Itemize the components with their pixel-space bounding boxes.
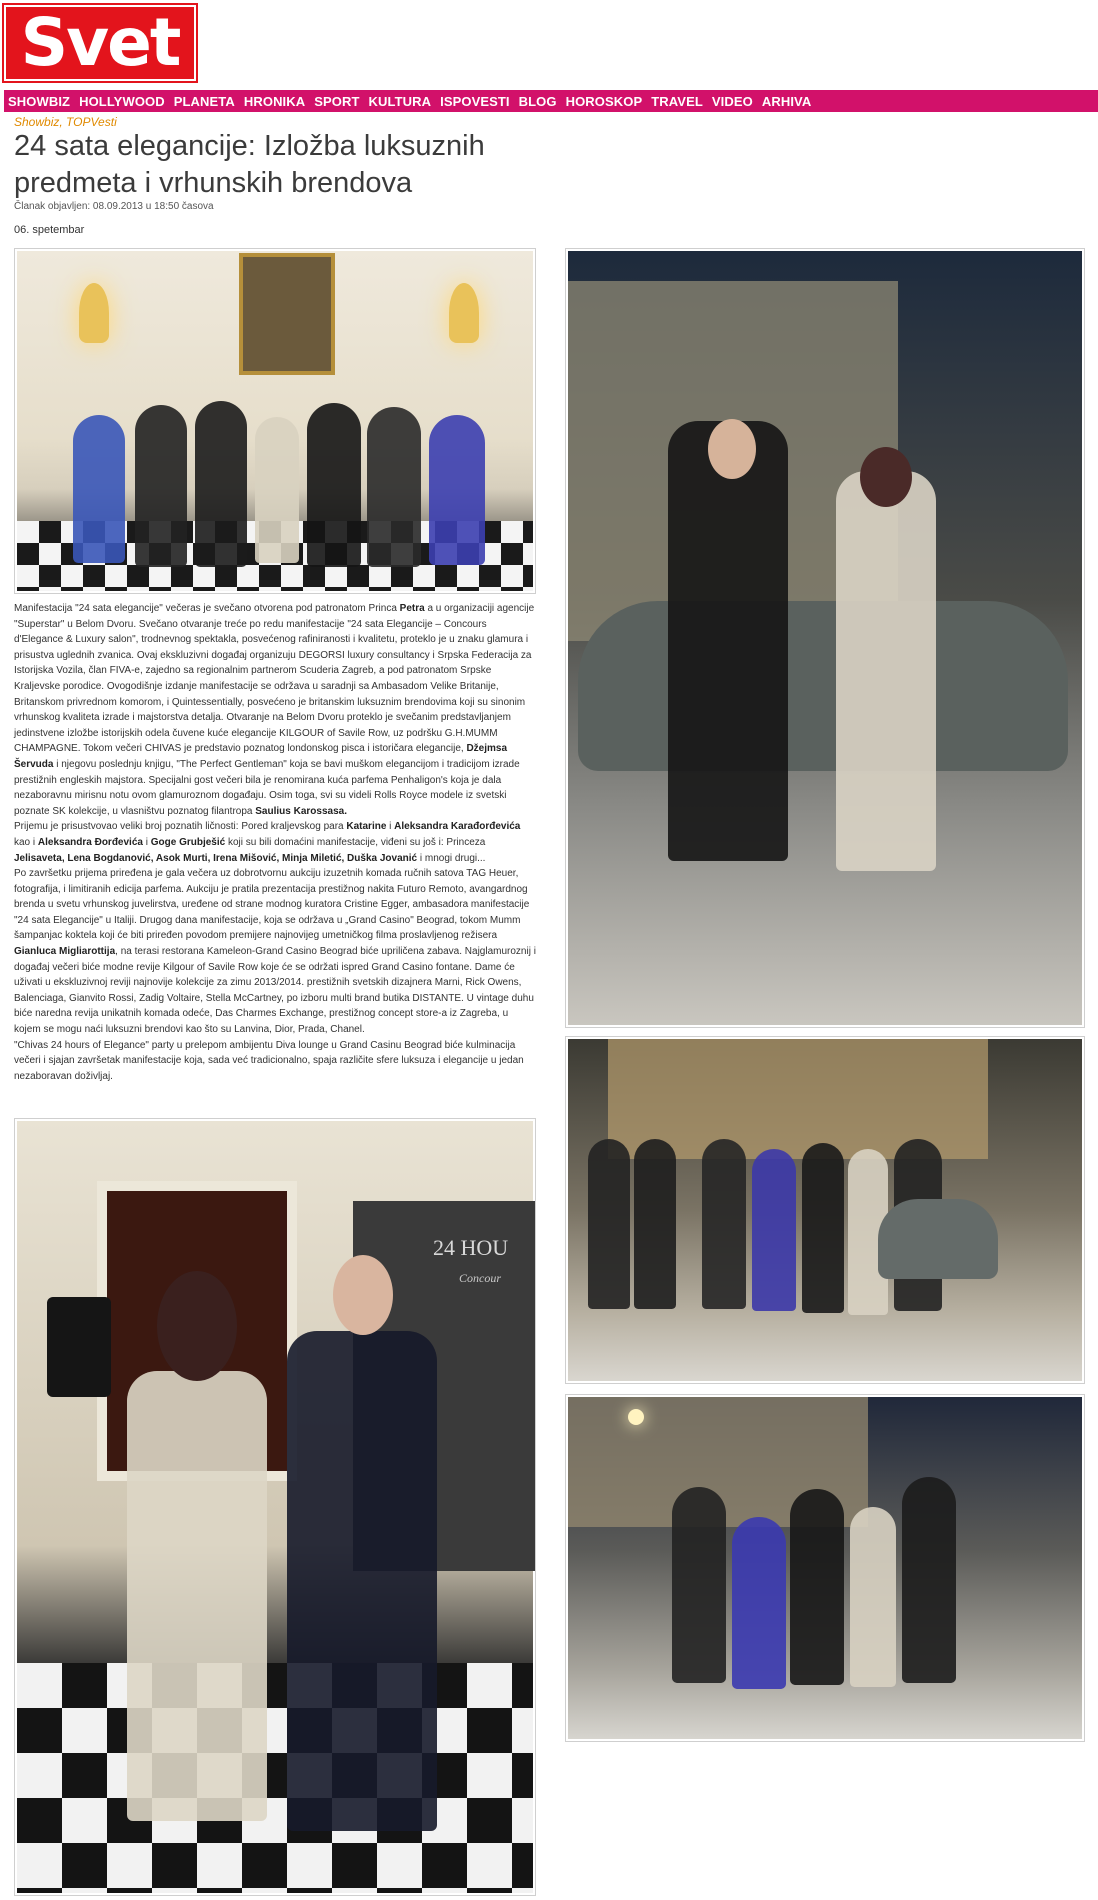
- text-run: "Chivas 24 hours of Elegance" party u prelepom ambijentu Diva lounge u Grand Casinu Beograd biće kulminacija večeri i sjajan završetak manifestacije koja, sada već tradicionalno, spaja različite sfere luksuza i elegancije u jedan nezaboravan doživljaj.: [14, 1039, 524, 1082]
- category-separator: ,: [59, 115, 63, 129]
- person-figure: [802, 1143, 844, 1313]
- person-figure: [850, 1507, 896, 1687]
- person-figure: [255, 417, 299, 563]
- bold-name: Saulius Karossasa.: [255, 805, 347, 817]
- person-figure: [672, 1487, 726, 1683]
- wall-lamp-left: [79, 283, 109, 343]
- banner-text: 24 HOU: [433, 1235, 509, 1260]
- person-hair: [860, 447, 912, 507]
- bold-name: Jelisaveta, Lena Bogdanović, Asok Murti, Irena Mišović, Minja Miletić, Duška Jovanić: [14, 852, 418, 864]
- logo-text: Svet: [20, 4, 180, 81]
- text-run: Prijemu je prisustvovao veliki broj poznatih ličnosti: Pored kraljevskog para: [14, 821, 347, 833]
- article-body: [14, 601, 536, 1084]
- person-figure: [790, 1489, 844, 1685]
- person-figure: [634, 1139, 676, 1309]
- bold-name: Aleksandra Đorđevića: [37, 836, 143, 848]
- person-face: [333, 1255, 393, 1335]
- person-figure: [307, 403, 361, 567]
- text-run: a u organizaciji agencije "Superstar" u Belom Dvoru. Svečano otvaranje treće po redu manifestacije "24 sata Elegancije – Concours d'Elegance & Luxury salon", trodnevnog spektakla, posvećenog rafiniranosti i kvalitetu, proteklo je u znaku glamura i prisustva uglednih zvanica. Ovaj ekskluzivni događaj organizuju DEGORSI luxury consultancy i Srpska Federacija za Istorijska Vozila, član FIVA-e, zajedno sa regionalnim partnerom Scuderia Zagreb, a pod patronatom Srpske Kraljevske porodice. Ovogodišnje izdanje manifestacije se održava u saradnji sa Ambasadom Velike Britanije, Britanskom privrednom komorom, i Quintessentially, posvećeno je britanskim luksuznim brendovima koji su sinonim vrhunskog kvaliteta izrade i majstorstva detalja. Otvaranje na Belom Dvoru proteklo je svečanim predstavljanjem jedinstvene izložbe istorijskih odela čuvene kuće elegancije KILGOUR of Savile Row, uz podršku G.H.MUMM CHAMPAGNE. Tokom večeri CHIVAS je predstavio poznatog londonskog pisca i istoričara elegancije,: [14, 603, 535, 755]
- text-run: Po završetku prijema priređena je gala večera uz dobrotvornu aukciju izuzetnih komada ručnih satova TAG Heuer, fotografija, i limitiranih edicija parfema. Aukciju je pratila prezentacija prestižnog nakita Futuro Remoto, avangardnog brenda u svetu vrhunskog juvelirstva, uređene od strane modnog kuratora Cristine Egger, ambasadora manifestacije "24 sata Elegancije" u Italiji. Drugog dana manifestacije, koja se održava u „Grand Casino" Beograd, tokom Mumm šampanjac koktela koji će biti priređen povodom premijere najnovijeg umetničkog filma proslavljenog režisera: [14, 868, 530, 942]
- text-run: , na terasi restorana Kameleon-Grand Casino Beograd biće upriličena zabava. Najglamuroznij i događaj večeri biće modne revije Kilgour of Savile Row koje će se održati ispred Grand Casino fontane. Dame će uživati u ekskluzivnoj reviji najnovije kolekcije za zimu 2013/2014. prestižnih svetskih dizajnera Marni, Rick Owens, Balenciaga, Gianvito Rossi, Zadig Voltaire, Stella McCartney, po izboru multi brand butika DISTANTE. U vintage duhu biće naredna revija unikatnih komada odeće, Das Charmes Exchange, prestižnog concept store-a iz Zagreba, u kojem se mogu naći luksuzni brendovi kao što su Lanvina, Dior, Prada, Chanel.: [14, 946, 536, 1036]
- category-link-topvesti[interactable]: TOPVesti: [66, 115, 117, 129]
- main-nav: [4, 90, 1098, 112]
- nav-item-horoskop[interactable]: HOROSKOP: [565, 93, 643, 109]
- article-photo-group-night[interactable]: [565, 1036, 1085, 1384]
- lamp-light: [628, 1409, 644, 1425]
- photo-image: [568, 1397, 1082, 1739]
- photo-image: [568, 1039, 1082, 1381]
- nav-item-hronika[interactable]: HRONIKA: [243, 93, 306, 109]
- published-date: Članak objavljen: 08.09.2013 u 18:50 časova: [14, 201, 214, 212]
- person-figure-man: [287, 1331, 437, 1831]
- article-paragraph: [14, 601, 536, 819]
- article-paragraph: [14, 819, 536, 866]
- person-figure: [902, 1477, 956, 1683]
- checkered-floor: [17, 1663, 533, 1893]
- text-run: kao i: [14, 836, 38, 848]
- nav-item-kultura[interactable]: KULTURA: [368, 93, 432, 109]
- bold-name: Goge Grubješić: [150, 836, 226, 848]
- person-figure: [429, 415, 485, 565]
- person-figure: [367, 407, 421, 567]
- person-face: [708, 419, 756, 479]
- photo-image: [17, 251, 533, 591]
- bold-name: Petra: [399, 603, 425, 614]
- site-logo[interactable]: [4, 5, 196, 81]
- bold-name: Gianluca Migliarottija: [14, 946, 116, 958]
- speaker: [47, 1297, 111, 1397]
- vintage-car: [878, 1199, 998, 1279]
- nav-item-showbiz[interactable]: SHOWBIZ: [8, 93, 71, 109]
- photo-image: [17, 1121, 533, 1893]
- bold-name: Katarine: [346, 821, 387, 833]
- person-figure: [195, 401, 247, 567]
- photo-image: [568, 251, 1082, 1025]
- article-photo-group-interior[interactable]: [14, 248, 536, 594]
- person-figure: [752, 1149, 796, 1311]
- article-photo-couple-interior[interactable]: [14, 1118, 536, 1896]
- person-figure: [135, 405, 187, 567]
- person-figure: [732, 1517, 786, 1689]
- bold-name: Aleksandra Karađorđevića: [394, 821, 521, 833]
- text-run: i mnogi drugi...: [417, 852, 486, 864]
- text-run: i njegovu poslednju knjigu, "The Perfect Gentleman" koja se bavi muškom elegancijom i tradicijom izrade prestižnih engleskih majstora. Specijalni gost večeri bila je renomirana kuća parfema Penhaligon's koja je dala nezaboravnu mirisnu notu ovom glamuroznom događaju. Osim toga, svi su videli Rolls Royce modele iz svetski poznate SK kolekcije, u vlasništvu poznatog filantropa: [14, 758, 520, 817]
- person-hair: [157, 1271, 237, 1381]
- person-figure-woman: [836, 471, 936, 871]
- nav-item-arhiva[interactable]: ARHIVA: [761, 93, 812, 109]
- nav-item-video[interactable]: VIDEO: [711, 93, 753, 109]
- vintage-car: [578, 601, 1068, 771]
- article-photo-couple-car[interactable]: [565, 248, 1085, 1028]
- article-photo-group-terrace[interactable]: [565, 1394, 1085, 1742]
- article-categories: [14, 115, 117, 129]
- article-title: 24 sata elegancije: Izložba luksuznih predmeta i vrhunskih brendova: [14, 130, 485, 199]
- bold-name: Džejmsa Šervuda: [14, 743, 508, 770]
- person-figure-man: [668, 421, 788, 861]
- text-run: koji su bili domaćini manifestacije, viđeni su još i: Princeza: [225, 836, 486, 848]
- nav-item-ispovesti[interactable]: ISPOVESTI: [440, 93, 510, 109]
- article-paragraph: [14, 866, 536, 1038]
- nav-item-blog[interactable]: BLOG: [518, 93, 557, 109]
- text-run: Manifestacija "24 sata elegancije" večeras je svečano otvorena pod patronatom Princa: [14, 603, 400, 614]
- text-run: i: [142, 836, 151, 848]
- nav-item-travel[interactable]: TRAVEL: [651, 93, 703, 109]
- category-link-showbiz[interactable]: Showbiz: [14, 115, 60, 129]
- text-run: i: [386, 821, 395, 833]
- person-figure-woman: [127, 1371, 267, 1821]
- nav-item-hollywood[interactable]: HOLLYWOOD: [79, 93, 165, 109]
- person-figure: [702, 1139, 746, 1309]
- article-dateline: 06. spetembar: [14, 224, 85, 236]
- person-figure: [588, 1139, 630, 1309]
- wall-lamp-right: [449, 283, 479, 343]
- person-figure: [73, 415, 125, 563]
- nav-item-planeta[interactable]: PLANETA: [173, 93, 235, 109]
- painting: [239, 253, 335, 375]
- banner-subtext: Concour: [459, 1271, 501, 1285]
- article-paragraph: [14, 1038, 536, 1085]
- nav-item-sport[interactable]: SPORT: [314, 93, 360, 109]
